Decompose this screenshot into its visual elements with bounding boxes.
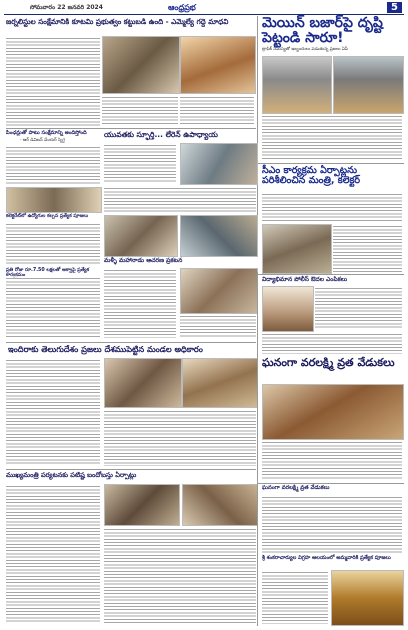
news-photo (262, 56, 332, 114)
article-body (104, 186, 256, 212)
headline-cm-arrangements: సీఎం కార్యక్రమ ఏర్పాట్లను పరిశీలించిన మంత్రి, కలెక్టర్ (262, 165, 361, 186)
column-rule (257, 16, 258, 220)
headline-shankaracharya: శ్రీ శంకరాచార్యుల విగ్రహ ఆలయంలో అమ్మవారికి ప్రత్యేక పూజలు (262, 555, 391, 561)
news-photo (180, 215, 258, 257)
page-number: 5 (387, 2, 402, 13)
news-photo (262, 286, 314, 332)
headline-security: ముఖ్యమంత్రి పర్యటనకు పటిష్ట బందోబస్తు ఏర్పాట్లు (6, 471, 137, 479)
article-body (6, 358, 100, 466)
date-line: సోమవారం 22 జనవరి 2024 (30, 4, 103, 11)
news-photo (180, 268, 258, 314)
news-photo (104, 484, 180, 526)
article-body (102, 95, 178, 126)
article-body (104, 527, 256, 624)
article-body (262, 570, 328, 624)
article-body (262, 332, 402, 354)
subheadline: ట్రాఫిక్ సమస్యతో ఇబ్బందులు పడుతున్న ప్రజలు ఏపీ (262, 47, 348, 52)
column-rule (257, 272, 258, 626)
article-body (6, 145, 100, 185)
article-body (262, 114, 402, 160)
masthead: ఆంధ్రప్రభ (168, 3, 196, 12)
news-photo (262, 384, 404, 440)
headline-aqua: ప్రతి రోజు రూ.7.50 లక్షలతో ఆక్వాపై ప్రత్యేక (6, 268, 90, 273)
section-rule (6, 342, 256, 343)
section-rule (6, 128, 256, 129)
subheadline: - ఆర్ డివిజన్ మేయర్ స్నిగ్ధ (20, 138, 65, 143)
headline-main-bazaar: మెయిన్ బజార్‌పై దృష్టి పెట్టండి సారూ! (262, 15, 383, 46)
article-body (180, 95, 254, 126)
section-rule (258, 483, 404, 484)
article-body (180, 314, 256, 338)
section-rule (258, 163, 404, 164)
article-body (6, 36, 100, 126)
news-photo (262, 224, 332, 274)
article-body (104, 409, 256, 466)
headline-collectorate: కలెక్టరేట్‌లో ఉద్యోగుల కల్పన ప్రత్యేక పూజలు (6, 214, 89, 219)
headline-journalists: జర్నలిస్టుల సంక్షేమానికి కూటమి ప్రభుత్వం కట్టుబడి ఉంది - ఎమ్మెల్యే గద్దె మాధవి (6, 17, 229, 26)
news-photo (104, 358, 182, 408)
headline-varalakshmi-2: ఘనంగా వరలక్ష్మి వ్రత వేడుకలు (262, 485, 330, 491)
news-photo (6, 187, 102, 213)
article-body (104, 143, 176, 183)
news-photo (104, 215, 178, 257)
news-photo (180, 36, 256, 94)
article-body (6, 222, 100, 266)
headline-pensions: పింఛన్లుతో పాటు సంక్షేమాన్ని అందిస్తోంది (6, 130, 87, 136)
news-photo (333, 56, 404, 114)
news-photo (182, 358, 258, 408)
headline-indira: ఇందిరాకు తెలుగుదేశం ప్రజలు దేశముపెట్టిన మండల అధికారం (8, 344, 203, 354)
article-body (315, 286, 402, 330)
news-photo (102, 36, 180, 94)
headline-mahanadu: మళ్ళీ మహానాడు ఆచరణ ప్రకటన (104, 257, 183, 264)
section-rule (6, 469, 256, 470)
article-body (6, 276, 100, 338)
article-body (262, 192, 402, 222)
headline-police: విద్యాభిమాన పోలీస్ ఔదల ఎంపికలు (262, 276, 348, 283)
news-photo (182, 484, 258, 526)
article-body (262, 440, 402, 480)
article-body (6, 484, 100, 624)
section-rule (258, 274, 404, 275)
article-body (104, 268, 176, 338)
news-photo (180, 143, 258, 185)
headline-varalakshmi: ఘనంగా వరలక్ష్మి వ్రత వేడుకలు (262, 356, 395, 369)
article-body (333, 224, 402, 272)
news-photo (331, 570, 404, 626)
headline-youth: యువతకు స్ఫూర్తి... లేరెన్ ఉపాధ్యాయ (104, 130, 218, 139)
article-body (262, 495, 402, 553)
